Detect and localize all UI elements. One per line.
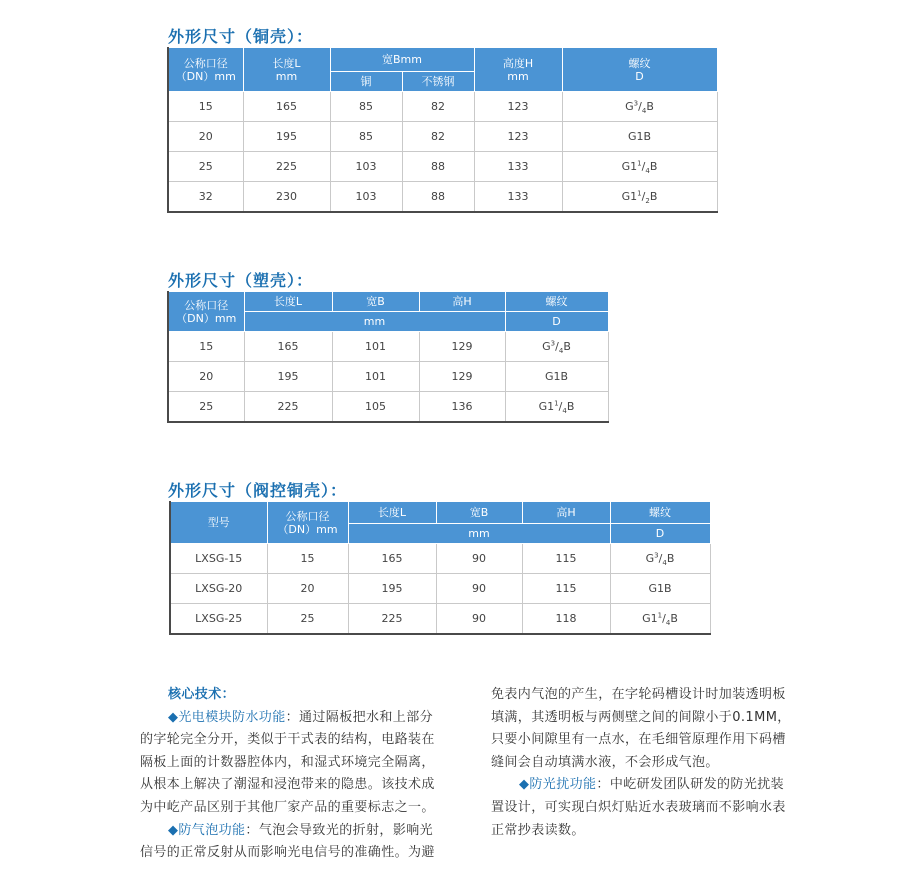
col-header-thread: 螺纹 (610, 502, 710, 524)
plastic-spec-table (167, 291, 609, 423)
col-header-model: 型号 (170, 502, 267, 544)
table-row: LXSG-15 15 165 90 115 $G^3/_4B$ (170, 544, 710, 574)
table-row: 15 165 85 82 123 $G^3/_4B$ (168, 92, 717, 122)
table-row: 20 195 85 82 123 G1B (168, 122, 717, 152)
thread-cell: G1B (505, 362, 608, 392)
col-header-width: 宽B (332, 292, 419, 312)
table-row: 25 225 103 88 133 $G1^1/_4B$ (168, 152, 717, 182)
thread-cell: $G1^1/_4B$ (610, 604, 710, 634)
thread-unit-header: D (610, 524, 710, 544)
antibubble-continuation: 免表内气泡的产生，在字轮码槽设计时加装透明板 填满，其透明板与两侧壁之间的间隙小于0.1MM， 只要小间隙里有一点水，在毛细管原理作用下码槽 缝间会自动填满水液，不会形成气泡。 (491, 687, 791, 770)
valve-section-title: 外形尺寸（阀控铜壳）： (168, 481, 348, 500)
col-header-dn: 公称口径 （DN）mm (168, 48, 243, 92)
col-header-width-stainless: 不锈钢 (402, 72, 474, 92)
thread-cell: G1B (610, 574, 710, 604)
col-header-length: 长度L (348, 502, 436, 524)
antibubble-paragraph: ◆防气泡功能：气泡会导致光的折射，影响光 信号的正常反射从而影响光电信号的准确性。为避 (140, 822, 435, 861)
col-header-thread: 螺纹 (505, 292, 608, 312)
col-header-width-copper: 铜 (330, 72, 402, 92)
unit-header: mm (244, 312, 505, 332)
thread-cell: $G^3/_4B$ (610, 544, 710, 574)
col-header-height: 高H (419, 292, 505, 312)
thread-cell: $G1^1/_4B$ (562, 152, 717, 182)
table-row: 32 230 103 88 133 $G1^1/_2B$ (168, 182, 717, 212)
thread-cell: G1B (562, 122, 717, 152)
core-tech-right-column (491, 684, 821, 842)
col-header-length: 长度L mm (243, 48, 330, 92)
col-header-height: 高度H mm (474, 48, 562, 92)
col-header-dn: 公称口径 （DN）mm (168, 292, 244, 332)
antibubble-label: 防气泡功能 (178, 822, 246, 838)
valve-spec-table (169, 501, 711, 635)
table-row: LXSG-25 25 225 90 118 $G1^1/_4B$ (170, 604, 710, 634)
unit-header: mm (348, 524, 610, 544)
thread-cell: $G1^1/_4B$ (505, 392, 608, 422)
col-header-width: 宽B (436, 502, 522, 524)
thread-cell: $G^3/_4B$ (562, 92, 717, 122)
bullet-icon: ◆ (168, 822, 179, 838)
bullet-icon: ◆ (519, 777, 530, 793)
table-row: 15 165 101 129 $G^3/_4B$ (168, 332, 608, 362)
antilight-label: 防光扰功能 (529, 777, 597, 793)
thread-unit-header: D (505, 312, 608, 332)
col-header-dn: 公称口径 （DN）mm (267, 502, 348, 544)
table-row: 25 225 105 136 $G1^1/_4B$ (168, 392, 608, 422)
table-row: LXSG-20 20 195 90 115 G1B (170, 574, 710, 604)
copper-section-title: 外形尺寸（铜壳）： (168, 27, 314, 46)
core-tech-left-column (140, 684, 470, 865)
col-header-length: 长度L (244, 292, 332, 312)
waterproof-paragraph: ◆光电模块防水功能：通过隔板把水和上部分 的字轮完全分开，类似于干式表的结构，电路装在 隔板上面的计数器腔体内，和湿式环境完全隔离， 从根本上解决了潮湿和浸泡带来的隐患。该技术成 为中屹产品区别于其他厂家产品的重要标志之一。 (140, 709, 435, 815)
core-tech-title: 核心技术： (168, 687, 236, 702)
bullet-icon: ◆ (168, 709, 179, 725)
col-header-thread: 螺纹 D (562, 48, 717, 92)
waterproof-label: 光电模块防水功能 (178, 709, 286, 725)
antilight-paragraph: ◆防光扰功能：中屹研发团队研发的防光扰装 置设计，可实现白炽灯贴近水表玻璃而不影响水表 正常抄表读数。 (491, 777, 786, 838)
table-row: 20 195 101 129 G1B (168, 362, 608, 392)
col-header-width: 宽Bmm (330, 48, 474, 72)
copper-spec-table (167, 47, 718, 213)
col-header-height: 高H (522, 502, 610, 524)
thread-cell: $G1^1/_2B$ (562, 182, 717, 212)
plastic-section-title: 外形尺寸（塑壳）： (168, 271, 314, 290)
thread-cell: $G^3/_4B$ (505, 332, 608, 362)
